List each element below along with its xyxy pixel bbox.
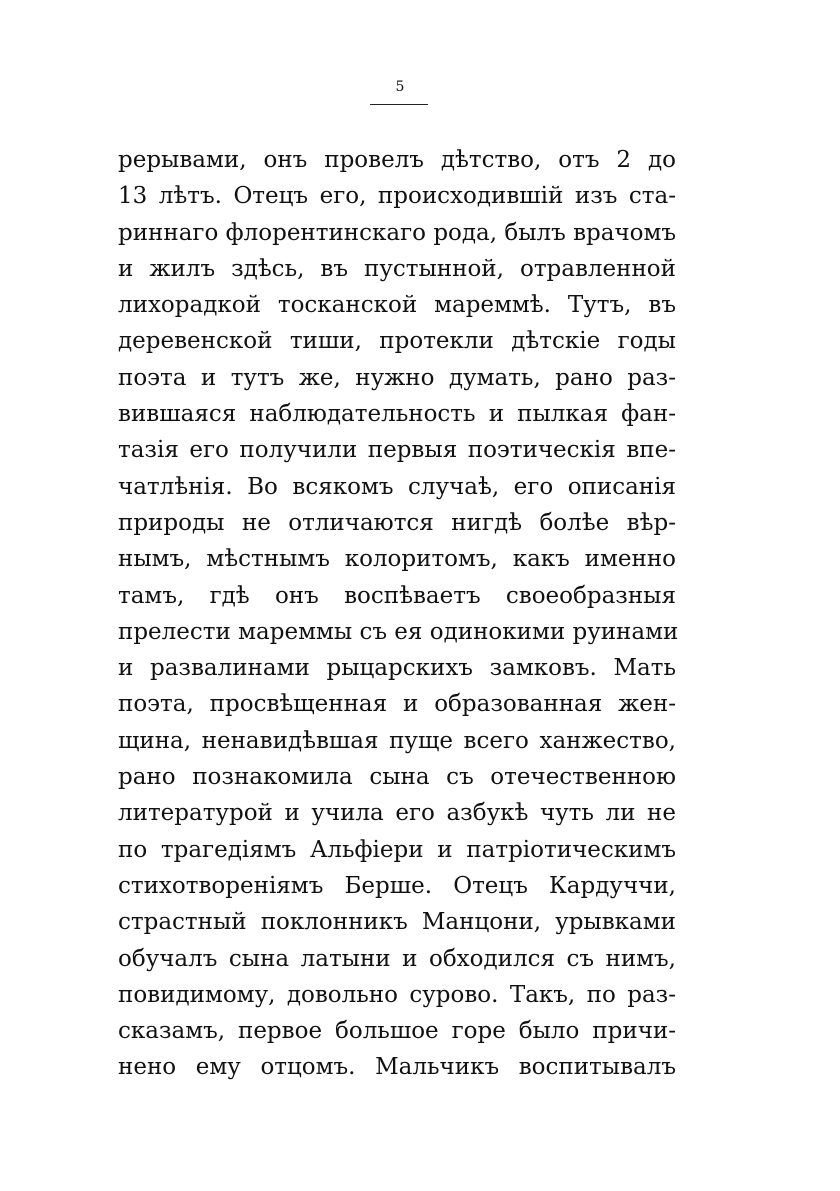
header-rule xyxy=(370,104,428,105)
text-line: риннаго флорентинскаго рода, былъ врачомъ xyxy=(118,219,677,246)
text-line: тазія его получили первыя поэтическія впе- xyxy=(118,437,676,464)
text-line: и жилъ здѣсь, въ пустынной, отравленной xyxy=(118,255,676,282)
text-line: природы не отличаются нигдѣ болѣе вѣр- xyxy=(118,509,676,536)
text-line: поэта, просвѣщенная и образованная жен- xyxy=(118,691,676,718)
text-line: рано познакомила сына съ отечественною xyxy=(118,764,676,791)
text-line: лихорадкой тосканской мареммѣ. Тутъ, въ xyxy=(118,292,676,319)
text-line: нено ему отцомъ. Мальчикъ воспитывалъ xyxy=(118,1054,676,1081)
text-line: щина, ненавидѣвшая пуще всего ханжество, xyxy=(118,727,676,754)
text-line: деревенской тиши, протекли дѣтскіе годы xyxy=(118,328,676,355)
text-line: по трагедіямъ Альфіери и патріотическимъ xyxy=(118,836,676,863)
text-line: прелести мареммы съ ея одинокими руинами xyxy=(118,618,679,645)
text-line: поэта и тутъ же, нужно думать, рано раз- xyxy=(118,364,676,391)
text-line: сказамъ, первое большое горе было причи- xyxy=(118,1018,676,1045)
text-line: рерывами, онъ провелъ дѣтство, отъ 2 до xyxy=(118,147,676,173)
text-line: обучалъ сына латыни и обходился съ нимъ, xyxy=(118,945,676,972)
text-line: литературой и учила его азбукѣ чуть ли не xyxy=(118,800,676,827)
text-line: повидимому, довольно сурово. Такъ, по раз- xyxy=(118,981,676,1008)
body-text xyxy=(118,142,679,1086)
text-line: и развалинами рыцарскихъ замковъ. Мать xyxy=(118,655,676,682)
text-line: страстный поклонникъ Манцони, урывками xyxy=(118,909,676,936)
text-line: нымъ, мѣстнымъ колоритомъ, какъ именно xyxy=(118,546,676,573)
text-line: тамъ, гдѣ онъ воспѣваетъ своеобразныя xyxy=(118,582,676,609)
text-line: чатлѣнія. Во всякомъ случаѣ, его описанія xyxy=(118,473,676,500)
text-line: 13 лѣтъ. Отецъ его, происходившій изъ ста- xyxy=(118,183,676,210)
page-number: 5 xyxy=(395,79,405,95)
text-line: стихотвореніямъ Берше. Отецъ Кардуччи, xyxy=(118,872,676,899)
text-line: вившаяся наблюдательность и пылкая фан- xyxy=(118,401,676,428)
